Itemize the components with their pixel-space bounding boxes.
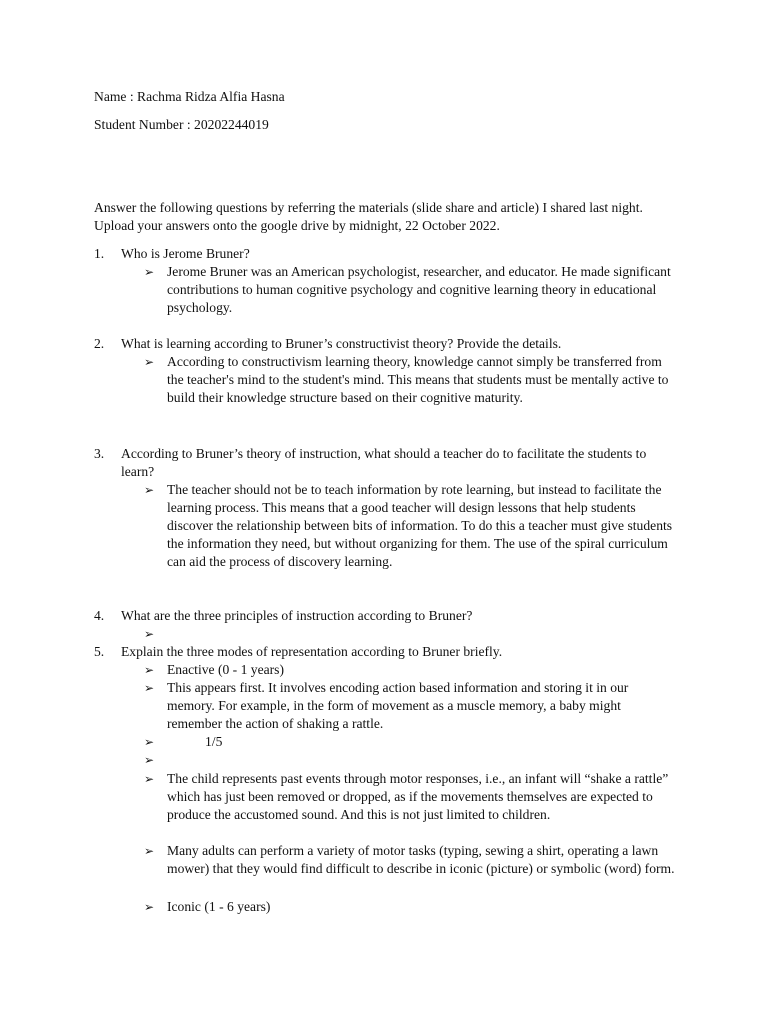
answer-5-bullet-6 xyxy=(144,842,679,878)
instructions-paragraph: Answer the following questions by referring the materials (slide share and article) I shared last night. Upload your answers onto the google drive by midnight, 22 October 2022. xyxy=(94,200,643,233)
answer-text: This appears first. It involves encoding action based information and storing it in our memory. For example, in the form of movement as a muscle memory, a baby might remember the action of shaking a rattle. xyxy=(167,680,629,731)
question-number: 1. xyxy=(94,246,105,261)
answer-1-bullet-1 xyxy=(144,263,679,317)
answer-5-bullet-1 xyxy=(144,661,679,679)
question-3 xyxy=(94,445,674,481)
answer-text: Enactive (0 - 1 years) xyxy=(167,662,285,677)
answer-text: The teacher should not be to teach information by rote learning, but instead to facilitate the learning process. This means that a good teacher will design lessons that help students discover the relationship between bits of information. To do this a teacher must give students the information they need, but without organizing for them. The use of the spiral curriculum can aid the process of discovery learning. xyxy=(167,482,673,569)
answer-text: The child represents past events through motor responses, i.e., an infant will “shake a rattle” which has just been removed or dropped, as if the movements themselves are expected to produce the accustomed sound. And this is not just limited to children. xyxy=(167,771,669,822)
question-text: Who is Jerome Bruner? xyxy=(121,246,250,261)
answer-5-bullet-3 xyxy=(144,733,679,751)
arrowhead-bullet-icon: ➢ xyxy=(144,663,155,677)
answer-text: Many adults can perform a variety of motor tasks (typing, sewing a shirt, operating a lawn mower) that they would find difficult to describe in iconic (picture) or symbolic (word) form. xyxy=(167,843,675,876)
arrowhead-bullet-icon: ➢ xyxy=(144,627,155,641)
answer-5-bullet-5 xyxy=(144,770,679,824)
answer-5-bullet-7 xyxy=(144,898,679,916)
question-1 xyxy=(94,245,674,263)
question-number: 2. xyxy=(94,336,105,351)
question-text: What are the three principles of instruction according to Bruner? xyxy=(121,608,473,623)
arrowhead-bullet-icon: ➢ xyxy=(144,772,155,786)
question-4 xyxy=(94,607,674,625)
student-number: Student Number : 20202244019 xyxy=(94,117,269,132)
question-number: 4. xyxy=(94,608,105,623)
answer-5-bullet-2 xyxy=(144,679,679,733)
page-number-text: 1/5 xyxy=(205,734,223,749)
answer-3-bullet-1 xyxy=(144,481,679,571)
question-text: Explain the three modes of representation according to Bruner briefly. xyxy=(121,644,503,659)
arrowhead-bullet-icon: ➢ xyxy=(144,900,155,914)
question-text: According to Bruner’s theory of instruction, what should a teacher do to facilitate the students to learn? xyxy=(121,446,647,479)
question-number: 3. xyxy=(94,446,105,461)
arrowhead-bullet-icon: ➢ xyxy=(144,681,155,695)
question-2 xyxy=(94,335,674,353)
question-text: What is learning according to Bruner’s constructivist theory? Provide the details. xyxy=(121,336,562,351)
answer-2-bullet-1 xyxy=(144,353,679,407)
arrowhead-bullet-icon: ➢ xyxy=(144,265,155,279)
arrowhead-bullet-icon: ➢ xyxy=(144,355,155,369)
answer-text: Iconic (1 - 6 years) xyxy=(167,899,271,914)
student-name: Name : Rachma Ridza Alfia Hasna xyxy=(94,89,285,104)
arrowhead-bullet-icon: ➢ xyxy=(144,483,155,497)
answer-text: According to constructivism learning theory, knowledge cannot simply be transferred from the teacher's mind to the student's mind. This means that students must be mentally active to build their knowledge structure based on their cognitive maturity. xyxy=(167,354,669,405)
answer-text: Jerome Bruner was an American psychologist, researcher, and educator. He made significant contributions to human cognitive psychology and cognitive learning theory in educational psychology. xyxy=(167,264,671,315)
question-5 xyxy=(94,643,674,661)
question-number: 5. xyxy=(94,644,105,659)
arrowhead-bullet-icon: ➢ xyxy=(144,735,155,749)
arrowhead-bullet-icon: ➢ xyxy=(144,844,155,858)
arrowhead-bullet-icon: ➢ xyxy=(144,753,155,767)
